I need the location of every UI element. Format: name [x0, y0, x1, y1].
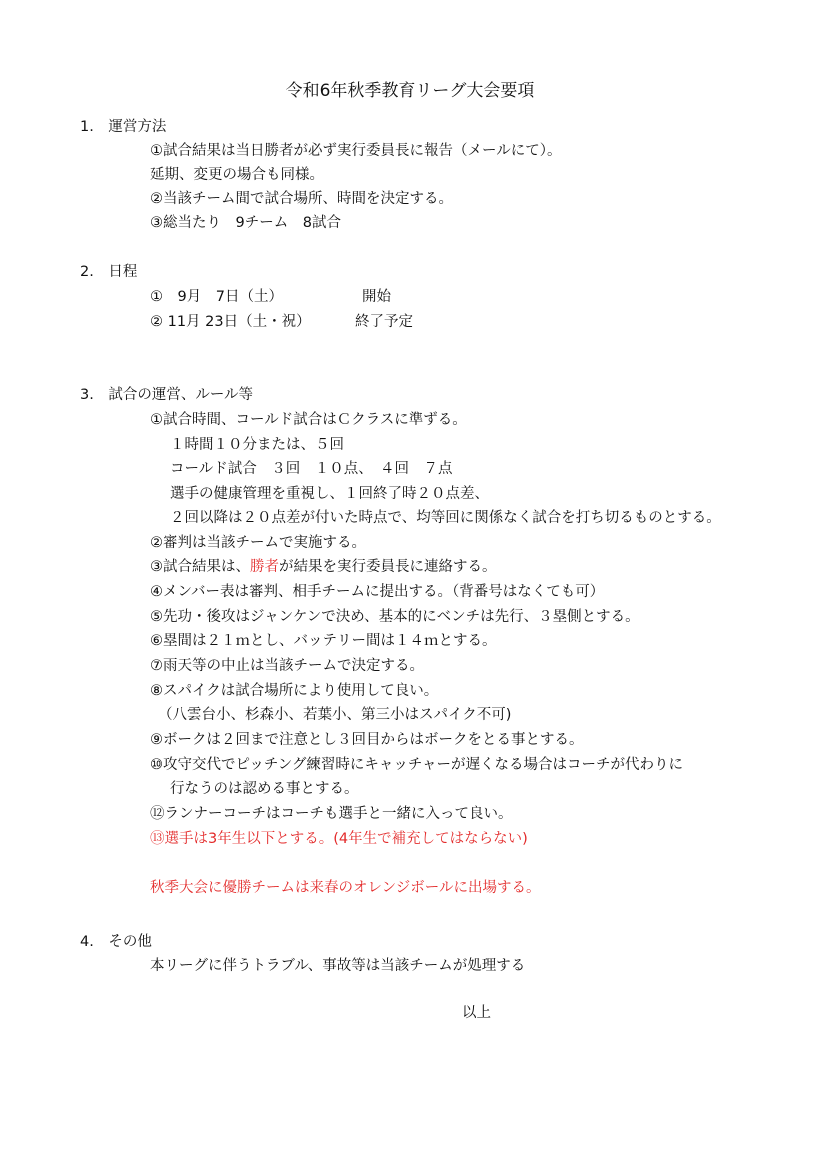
section-4-line: 本リーグに伴うトラブル、事故等は当該チームが処理する: [150, 958, 526, 974]
section-1-line: ②当該チーム間で試合場所、時間を決定する。: [150, 191, 453, 207]
section-1-line: 延期、変更の場合も同様。: [150, 167, 324, 183]
rule-line: ⑤先功・後攻はジャンケンで決め、基本的にベンチは先行、３塁側とする。: [150, 609, 640, 625]
schedule-date: ① 9月 7日（土）: [150, 289, 283, 305]
rule-line-result-report: [150, 557, 497, 577]
schedule-date: ② 11月 23日（土・祝）: [150, 314, 311, 330]
document-title: 令和6年秋季教育リーグ大会要項: [285, 81, 535, 101]
rule-line: ①試合時間、コールド試合はＣクラスに準ずる。: [150, 412, 467, 428]
section-3-heading: 3. 試合の運営、ルール等: [80, 387, 254, 403]
winner-highlight: 勝者: [250, 559, 279, 575]
rule-line: ２回以降は２０点差が付いた時点で、均等回に関係なく試合を打ち切るものとする。: [170, 510, 721, 526]
rule-line: ⑩攻守交代でピッチング練習時にキャッチャーが遅くなる場合はコーチが代わりに: [150, 757, 683, 773]
rule-line: １時間１０分または、５回: [170, 437, 344, 453]
section-4-heading: 4. その他: [80, 934, 152, 950]
rule-line: ⑨ボークは２回まで注意とし３回目からはボークをとる事とする。: [150, 732, 584, 748]
closing-text: 以上: [462, 1005, 491, 1021]
red-note: 秋季大会に優勝チームは来春のオレンジボールに出場する。: [150, 880, 541, 896]
red-rule-line: ⑬選手は3年生以下とする。(4年生で補充してはならない): [150, 831, 528, 847]
rule-line: ④メンバー表は審判、相手チームに提出する。（背番号はなくても可）: [150, 584, 605, 600]
rule-text: ③試合結果は、: [150, 559, 250, 575]
schedule-event: 終了予定: [355, 314, 413, 330]
rule-line: ⑥塁間は２１ｍとし、バッテリー間は１４ｍとする。: [150, 633, 497, 649]
section-2-heading: 2. 日程: [80, 264, 138, 280]
rule-line: ⑧スパイクは試合場所により使用して良い。: [150, 683, 439, 699]
rule-text: が結果を実行委員長に連絡する。: [279, 559, 497, 575]
rule-line: ⑦雨天等の中止は当該チームで決定する。: [150, 658, 424, 674]
rule-line: コールド試合 ３回 １０点、 ４回 ７点: [170, 461, 453, 477]
section-1-line: ③総当たり 9チーム 8試合: [150, 215, 341, 231]
section-1-heading: 1. 運営方法: [80, 119, 167, 135]
rule-line: （八雲台小、杉森小、若葉小、第三小はスパイク不可): [158, 707, 512, 723]
section-1-line: ①試合結果は当日勝者が必ず実行委員長に報告（メールにて）。: [150, 143, 562, 159]
schedule-event: 開始: [362, 289, 391, 305]
rule-line: ②審判は当該チームで実施する。: [150, 535, 366, 551]
rule-line: 選手の健康管理を重視し、１回終了時２０点差、: [170, 486, 489, 502]
rule-line: 行なうのは認める事とする。: [170, 781, 359, 797]
rule-line: ⑫ランナーコーチはコーチも選手と一緒に入って良い。: [150, 806, 513, 822]
